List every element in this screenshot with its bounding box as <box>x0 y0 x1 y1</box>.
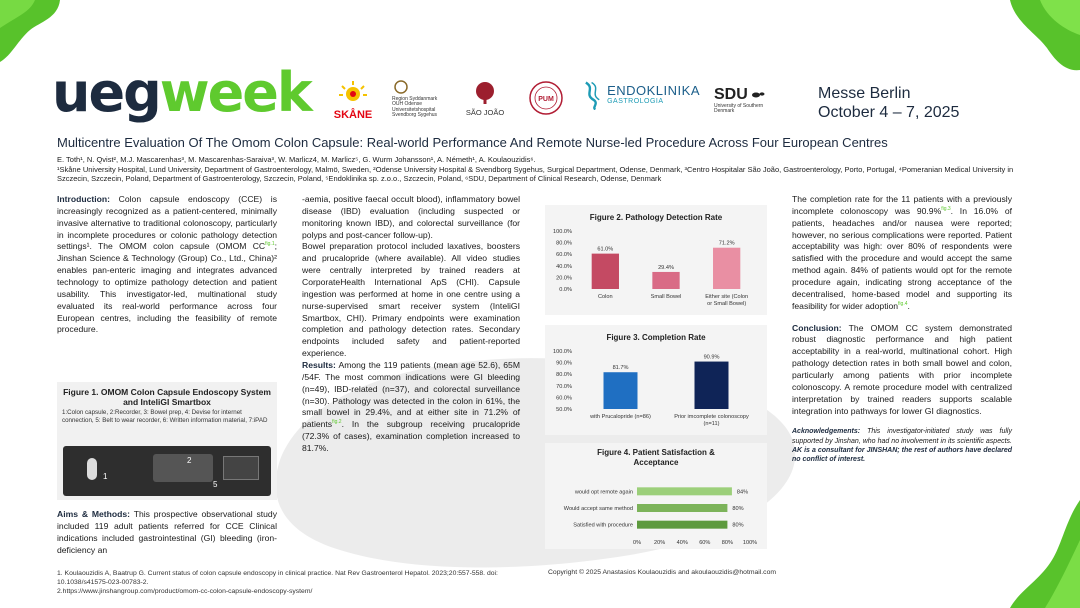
y-tick-label: 80.0% <box>556 240 572 247</box>
figure-3-chart-box <box>545 325 767 435</box>
reference-2[interactable]: 2.https://www.jinshangroup.com/product/omom-cc-colon-capsule-endoscopy-system/ <box>57 588 313 596</box>
column-methods-results <box>302 194 520 455</box>
column-aims <box>57 509 277 556</box>
data-label-0: 84% <box>736 489 749 496</box>
capsule-image <box>87 458 97 480</box>
poster-title: Multicentre Evaluation Of The Omom Colon Capsule: Real-world Performance And Remote Nurse-led Procedure Across Four European Centres <box>57 135 888 150</box>
y-tick-label: 40.0% <box>556 263 572 270</box>
x-tick-label: 60% <box>699 540 711 546</box>
fig3-ref: fig.3 <box>941 206 951 212</box>
logo-sdu-sub: University of Southern Denmark <box>714 102 764 115</box>
x-tick-label: 100% <box>742 540 758 546</box>
brand-week: week <box>159 61 311 124</box>
introduction-paragraph <box>57 194 277 336</box>
category-label-1-line-0: Small Bowel <box>650 294 682 300</box>
logo-skane-text: SKÅNE <box>333 108 373 121</box>
data-label-1: 29.4% <box>658 264 674 271</box>
event-dates: October 4 – 7, 2025 <box>818 104 960 122</box>
chart-title: Figure 2. Pathology Detection Rate <box>589 213 723 222</box>
logo-pum <box>526 80 566 119</box>
seal-icon <box>528 80 564 116</box>
logo-odense <box>392 80 444 119</box>
bar-0 <box>604 372 638 409</box>
logo-endoklinika-sub: GASTROLOGIA <box>607 98 664 106</box>
conclusion-text: The OMOM CC system demonstrated robust diagnostic performance and high patient acceptability in a real-world, multinational cohort. High pathology detection rates in both small bowel and colon, particularly among patients with prior incomplete colonoscopy. A remote procedure model with centralized interpretation by trained readers supports scalable integration into pathways for lower GI diagnostics. <box>792 322 1012 416</box>
x-tick-label: 20% <box>653 540 666 546</box>
conclusion-paragraph <box>792 323 1012 418</box>
fig4-ref: fig.4 <box>898 300 908 307</box>
results-continued-text-1: The completion rate for the 11 patients with a previously incomplete colonoscopy was 90.9% <box>792 194 1012 216</box>
acknowledgements-text: This investigator-initiated study was fully supported by Jinshan, who had no involvement in its scientific aspects. <box>792 428 1012 445</box>
introduction-text-2: ; Jinshan Science & Technology (Group) Co., Ltd., China)² enables pan-enteric imaging and integrates advanced technology to optimize pathology detection and patient usability. This investigator-led, multinational study evaluated its real-world performance across four European centres, including the feasibility of remote procedure. <box>57 241 277 335</box>
aims-paragraph <box>57 509 277 556</box>
y-tick-label: 20.0% <box>556 275 572 282</box>
copyright: Copyright © 2025 Anastasios Koulaouzidis and akoulaouzidis@hotmail.com <box>548 569 777 576</box>
region-icon <box>392 80 410 94</box>
green-blob-top-right <box>985 0 1080 80</box>
x-tick-label: 40% <box>676 540 688 546</box>
conclusion-heading: Conclusion: <box>792 322 842 333</box>
reference-1: 1. Koulaouzidis A, Baatrup G. Current status of colon capsule endoscopy in clinical practice. Nat Rev Gastroenterol Hepatol. 2023;20:557-558. doi: 10.1038/s41575-023-00783-2. <box>57 570 498 587</box>
logo-odense-text: Region Syddanmark OUH Odense Universitetshospital Svendborg Sygehus <box>392 95 438 119</box>
aims-heading: Aims & Methods: <box>57 509 131 519</box>
column-results-conclusion <box>792 194 1012 464</box>
device-image <box>223 456 259 480</box>
results-heading: Results: <box>302 360 336 371</box>
y-tick-label: 60.0% <box>556 395 572 402</box>
green-blob-bottom-right <box>1000 500 1080 608</box>
recorder-image <box>153 454 213 482</box>
data-label-0: 81.7% <box>612 365 629 372</box>
category-label-0: would opt remote again <box>574 489 633 496</box>
figure-2-chart-box <box>545 205 767 315</box>
bar-2 <box>637 521 727 529</box>
bar-1 <box>637 504 727 512</box>
y-tick-label: 100.0% <box>553 229 572 235</box>
logo-pum-text: PUM <box>538 96 554 103</box>
tree-icon <box>472 80 498 106</box>
acknowledgements-heading: Acknowledgements: <box>792 428 861 436</box>
chart-title: Figure 3. Completion Rate <box>606 333 706 342</box>
fig1-ref: fig.1 <box>265 241 275 248</box>
event-venue: Messe Berlin <box>818 85 911 102</box>
category-label-2-line-1: or Small Bowel) <box>707 301 747 307</box>
y-tick-label: 100.0% <box>553 349 572 355</box>
y-tick-label: 90.0% <box>556 360 572 367</box>
wave-icon <box>582 80 603 110</box>
category-label-0-line-0: with Prucalopride (n=86) <box>590 414 651 420</box>
photo-label-2: 2 <box>187 456 192 465</box>
results-text: Among the 119 patients (mean age 52.6), 65M /54F. The most common indications were GI bleeding (n=49), IBD-related (n=37), and colorectal surveillance (n=30). Pathology was detected in the colon in 61%, the small bowel in 29.4%, and at either site in 71.2% of patients <box>302 360 520 430</box>
figure-1-caption: 1:Colon capsule, 2:Recorder, 3: Bowel prep, 4: Devise for internet connection, 5: Belt to wear recorder, 6: Written information material, 7:iPAD <box>62 409 268 424</box>
methods-text-1: -aemia, positive faecal occult blood), inflammatory bowel disease (IBD) evaluation (including suspected or monitoring known IBD), and colorectal surveillance (for polyps and post-cancer follow-up). <box>302 194 520 240</box>
figure-2-chart <box>545 205 767 315</box>
authors: E. Toth¹, N. Qvist², M.J. Mascarenhas³, M. Mascarenhas-Saraiva³, W. Marlicz4, M. Marlicz⁵, G. Wurm Johansson¹, A. Németh¹, A. Koulaouzidis⁶. <box>57 155 536 164</box>
logo-sdu-text: SDU <box>714 86 748 103</box>
category-label-2-line-0: Either site (Colon <box>705 294 749 300</box>
references <box>57 569 527 597</box>
logo-endoklinika <box>582 80 700 110</box>
y-tick-label: 70.0% <box>556 383 572 390</box>
smartbox-photo <box>63 446 271 496</box>
data-label-1: 90.9% <box>703 354 720 361</box>
ueg-week-logo <box>52 61 311 124</box>
bar-2 <box>713 248 740 289</box>
category-label-2: Satisfied with procedure <box>573 522 633 529</box>
methods-text-2: Bowel preparation protocol included laxatives, boosters and prucalopride (where available). All video studies were centrally interpreted by trained readers at CorporateHealth International ApS (CHI). Capsule ingestion was performed at home in one centre using a nurse-supervised smart receiver system (InteliGI Smartbox, CHI). Primary endpoints were examination completion and pathology detection rates. Secondary endpoints included safety and patient-reported experience. <box>302 241 520 359</box>
bar-0 <box>592 254 619 289</box>
data-label-1: 80% <box>732 506 744 512</box>
acknowledgements-paragraph <box>792 427 1012 463</box>
results-continued-text-3: . <box>907 300 910 311</box>
logo-sao-joao <box>462 80 508 117</box>
affiliations: ¹Skåne University Hospital, Lund University, Department of Gastroenterology, Malmö, Sweden, ²Odense University Hospital & Svendborg Sygehus, Surgical Department, Odense, Denmark, ³Centro Hospitalar São João, Gastroenterology, Porto, Portugal, ⁴Pomeranian Medical University in Szczecin, Szczecin, Poland, Department of Gastroenterology, Szczecin, Poland, ⁵Endoklinika sp. z.o.o., Szczecin, Poland, ⁶SDU, Department of Clinical Research, Odense, Denmark <box>57 165 1014 184</box>
logo-skane <box>330 80 376 121</box>
figure-4-chart-box <box>545 443 767 549</box>
y-tick-label: 50.0% <box>556 407 572 413</box>
bar-1 <box>652 272 679 289</box>
leaf-icon <box>751 89 765 101</box>
results-continued-paragraph <box>792 194 1012 313</box>
data-label-2: 80% <box>732 522 744 529</box>
column-introduction <box>57 194 277 336</box>
figure-1 <box>57 382 277 500</box>
figure-1-title: Figure 1. OMOM Colon Capsule Endoscopy System and InteliGI Smartbox <box>63 387 271 407</box>
figure-4-chart <box>545 443 767 549</box>
y-tick-label: 60.0% <box>556 252 572 259</box>
y-tick-label: 0.0% <box>559 287 572 293</box>
x-tick-label: 0% <box>632 540 642 546</box>
bar-1 <box>695 362 729 409</box>
category-label-1: Would accept same method <box>563 506 633 512</box>
results-continued-text-2: . In 16.0% of patients, headaches and/or nausea were reported; however, no serious complications were reported. Patient acceptability was high: over 80% of respondents were satisfied with the procedure and would accept the same method again. 84% of patients would opt for the remote procedure again, indicating strong acceptance of the decentralised, home-based model and supporting its feasibility for wider adoption <box>792 205 1012 311</box>
y-tick-label: 80.0% <box>556 372 572 379</box>
data-label-0: 61.0% <box>597 246 614 253</box>
brand-ueg: ueg <box>52 61 160 124</box>
bar-0 <box>637 487 732 495</box>
x-tick-label: 80% <box>721 540 734 546</box>
results-text-2: . In the subgroup receiving prucalopride (72.3% of cases), examination completion increased to 81.7%. <box>302 419 520 454</box>
data-label-2: 71.2% <box>718 240 735 247</box>
fig2-ref: fig.2 <box>332 419 342 426</box>
chart-title-line-0: Figure 4. Patient Satisfaction & <box>597 448 715 457</box>
conflict-statement: AK is a consultant for JINSHAN; the rest of authors have declared no conflict of interest. <box>792 446 1012 463</box>
sun-icon <box>338 80 368 106</box>
green-blob-top-left <box>0 0 70 70</box>
category-label-1-line-1: (n=11) <box>703 421 720 427</box>
category-label-1-line-0: Prior imcomplete colonoscopy <box>674 414 749 420</box>
introduction-heading: Introduction: <box>57 194 110 204</box>
logo-sao-joao-text: SÃO JOÃO <box>465 107 505 117</box>
logo-sdu <box>714 86 784 115</box>
event-info <box>818 84 959 122</box>
logo-endoklinika-text: ENDOKLINIKA <box>607 83 700 98</box>
results-paragraph <box>302 360 520 455</box>
aims-text: This prospective observational study included 119 adult patients referred for CCE Clinical indications included gastrointestinal (GI) bleeding (iron-deficiency an <box>57 509 277 555</box>
introduction-text: Colon capsule endoscopy (CCE) is increasingly recognized as a patient-centered, minimally invasive alternative to traditional colonoscopy, particularly in incomplete procedures or colonic pathology detection settings¹. The OMOM colon capsule (OMOM CC <box>57 194 277 252</box>
figure-3-chart <box>545 325 767 435</box>
category-label-0-line-0: Colon <box>598 294 613 300</box>
photo-label-5: 5 <box>213 480 218 489</box>
photo-label-1: 1 <box>103 472 108 481</box>
chart-title-line-1: Acceptance <box>633 458 679 467</box>
